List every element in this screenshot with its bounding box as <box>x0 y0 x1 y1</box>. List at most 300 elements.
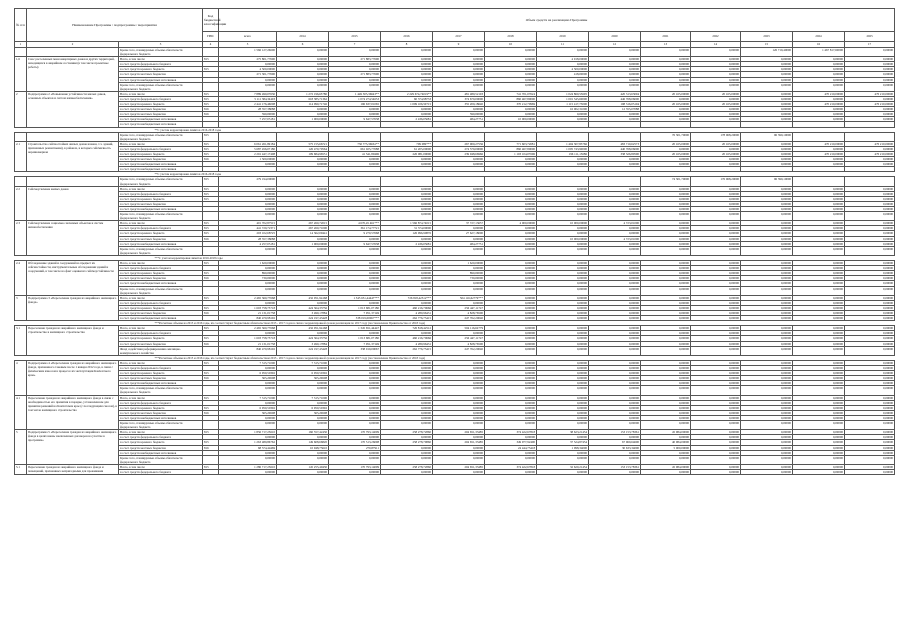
row-amount: 0,00000 <box>219 300 277 305</box>
row-amount: 0,00000 <box>381 381 433 386</box>
row-amount: 0,00000 <box>793 201 845 206</box>
row-amount: 224 197,43428 <box>277 316 329 321</box>
row-amount: 0,00000 <box>485 421 537 430</box>
row-amount: 0,00000 <box>329 435 381 440</box>
row-grbs-code: 815 <box>203 271 219 276</box>
row-amount: 0,00000 <box>433 410 485 415</box>
row-amount: 0,00000 <box>485 107 537 112</box>
row-amount: 440 768,06000 <box>589 146 641 151</box>
row-amount: 0,00000 <box>845 221 895 226</box>
row-amount: 0,00000 <box>277 386 329 395</box>
row-amount: 4 723,01000 <box>589 236 641 241</box>
row-amount: 0,00000 <box>793 450 845 455</box>
row-amount: 196 637,01065 <box>329 102 381 107</box>
row-amount: 3 490,17884 <box>277 310 329 315</box>
row-amount: 361 174,77721 <box>329 226 381 231</box>
row-amount: 0,00000 <box>691 146 741 151</box>
row-number <box>15 132 27 141</box>
row-amount: 4 500,00000 <box>537 67 589 72</box>
row-amount: 0,00000 <box>485 300 537 305</box>
table-row <box>15 246 895 255</box>
row-amount: 267 260,71000 <box>277 226 329 231</box>
row-amount: 0,00000 <box>537 415 589 420</box>
row-amount: 0,00000 <box>381 196 433 201</box>
row-amount: 0,00000 <box>641 48 691 57</box>
row-amount: 0,00000 <box>589 326 641 331</box>
row-amount: 0,00000 <box>537 276 589 281</box>
row-amount: 247 762,20040 <box>433 346 485 355</box>
row-amount: 0,00000 <box>793 305 845 310</box>
row-amount: 0,00000 <box>219 415 277 420</box>
row-amount: 0,00000 <box>641 146 691 151</box>
row-amount: 0,00000 <box>641 276 691 281</box>
row-amount: 0,00000 <box>433 360 485 365</box>
row-amount: 1 404 307,83766 <box>537 141 589 146</box>
row-amount: 0,00000 <box>381 266 433 271</box>
row-amount: 0,00000 <box>741 91 793 96</box>
row-amount: 0,00000 <box>845 157 895 162</box>
row-amount: 0,00000 <box>329 281 381 286</box>
row-funding-source: за счет средств федерального бюджета <box>119 191 203 196</box>
row-amount: 0,00000 <box>845 186 895 191</box>
row-amount: 0,00000 <box>641 96 691 101</box>
row-amount: 0,00000 <box>641 117 691 122</box>
row-amount: 224 197,43428 <box>277 346 329 355</box>
row-amount: 1 013 681,07180 <box>329 305 381 310</box>
row-amount: 0,00000 <box>589 261 641 266</box>
row-funding-source: за счет средств местных бюджетов <box>119 201 203 206</box>
row-grbs-code: 815 <box>203 191 219 196</box>
row-amount: 0,00000 <box>793 346 845 355</box>
row-amount: 0,00000 <box>845 112 895 117</box>
row-amount: 0,00000 <box>793 469 845 474</box>
row-amount: 0,00000 <box>691 371 741 376</box>
row-amount: 0,00000 <box>277 236 329 241</box>
row-program-name: Переселение граждан из аварийного жилищного фонда в связи с необходимостью его принятия в порядке, установленном для принятия решений на Камчатском крае (с последующим сносом), в том числе жилищного строительства <box>27 395 119 430</box>
row-amount: 109 684,96551 <box>277 151 329 156</box>
row-amount: 0,00000 <box>329 331 381 336</box>
row-amount: 0,00000 <box>641 281 691 286</box>
row-funding-source: за счет средств краевого бюджета <box>119 67 203 72</box>
row-amount: 0,00000 <box>793 445 845 450</box>
row-amount: 4 828,76500 <box>433 310 485 315</box>
row-amount: 7 889 490,07630 <box>219 91 277 96</box>
row-funding-source: за счет средств краевого бюджета <box>119 151 203 156</box>
row-amount: 0,00000 <box>741 326 793 331</box>
row-amount: 840 470,98192 <box>219 346 277 355</box>
row-funding-source: Кроме того, планируемые объемы обязательств федерального бюджета <box>119 421 203 430</box>
col-header-year: 2018 <box>485 32 537 42</box>
row-amount: 0,00000 <box>691 469 741 474</box>
row-amount: 0,00000 <box>793 96 845 101</box>
table-row <box>15 455 895 464</box>
row-amount: 1 013 681,07180 <box>329 336 381 341</box>
row-number: 2.2 <box>15 186 27 221</box>
row-amount: 0,00000 <box>219 162 277 167</box>
row-grbs-code: 815 <box>203 231 219 236</box>
row-funding-source: за счет средств федерального бюджета <box>119 300 203 305</box>
row-amount: 0,00000 <box>381 207 433 212</box>
row-amount: 0,00000 <box>485 415 537 420</box>
row-amount <box>433 177 485 186</box>
row-amount: 0,00000 <box>537 421 589 430</box>
row-amount: 0,00000 <box>845 62 895 67</box>
row-amount: 126 996,90876 <box>381 231 433 236</box>
row-amount: 0,00000 <box>433 415 485 420</box>
row-amount: 0,00000 <box>845 305 895 310</box>
row-amount: 0,00000 <box>741 186 793 191</box>
row-amount: 1 467 817,60000 <box>793 48 845 57</box>
row-amount: 0,00000 <box>741 141 793 146</box>
row-amount: 0,00000 <box>485 77 537 82</box>
row-amount: 771 603,72681 <box>485 141 537 146</box>
row-amount: 20 165,00000 <box>641 91 691 96</box>
row-amount: 0,00000 <box>691 261 741 266</box>
table-row <box>15 346 895 355</box>
row-amount: 0,00000 <box>641 305 691 310</box>
row-amount: 1 024 860,53695 <box>537 91 589 96</box>
row-amount: 0,00000 <box>641 271 691 276</box>
row-amount: 0,00000 <box>381 107 433 112</box>
row-amount: 149 608,66820 <box>277 440 329 445</box>
row-program-name: Строительство сейсмостойких жилых домов взамен, т.ч. зданий, признанных ремонтными), в районах, в которых сейсмичность неравномерная <box>27 141 119 172</box>
row-amount: 0,00000 <box>381 261 433 266</box>
row-amount: 0,00000 <box>433 162 485 167</box>
row-amount: 0,00000 <box>537 266 589 271</box>
row-amount: 0,00000 <box>691 430 741 435</box>
row-amount: 0,00000 <box>329 196 381 201</box>
row-amount: 0,00000 <box>537 326 589 331</box>
row-amount: 0,00000 <box>277 48 329 57</box>
col-number: 17 <box>845 42 895 48</box>
row-amount: 4 670,45 461*** <box>329 221 381 226</box>
col-header-year: 2025 <box>845 32 895 42</box>
col-header-year: 2023 <box>741 32 793 42</box>
row-amount: 0,00000 <box>277 207 329 212</box>
row-amount: 0,00000 <box>641 435 691 440</box>
row-amount: 0,00000 <box>277 191 329 196</box>
row-amount: 0,00000 <box>537 246 589 255</box>
row-amount: 0,00000 <box>741 72 793 77</box>
row-amount: 0,00000 <box>845 386 895 395</box>
row-amount: 0,00000 <box>329 246 381 255</box>
col-header-year: 2024 <box>793 32 845 42</box>
row-amount: 0,00000 <box>537 410 589 415</box>
row-amount: 590,00000 <box>433 112 485 117</box>
row-amount: 0,00000 <box>793 366 845 371</box>
row-amount: 0,00000 <box>691 212 741 221</box>
row-amount: 203 102,68725 <box>219 231 277 236</box>
row-amount: 0,00000 <box>537 450 589 455</box>
row-amount: 0,00000 <box>589 316 641 321</box>
row-amount: 0,00000 <box>793 376 845 381</box>
row-amount: 1 603 758,75718 <box>219 336 277 341</box>
row-amount: 4 257,05181 <box>219 241 277 246</box>
row-amount: 0,00000 <box>793 191 845 196</box>
row-amount: 0,00000 <box>691 341 741 346</box>
row-amount: 0,00000 <box>845 146 895 151</box>
row-amount: 0,00000 <box>641 231 691 236</box>
row-amount: 4 000,00000 <box>485 221 537 226</box>
row-grbs-code: 816 <box>203 112 219 117</box>
row-amount: 0,00000 <box>381 360 433 365</box>
row-amount: 1 500,00000 <box>219 157 277 162</box>
row-amount: 0,00000 <box>219 212 277 221</box>
row-amount: 2 291 447,17408 <box>219 151 277 156</box>
row-funding-source: за счет средств внебюджетных источников <box>119 316 203 321</box>
footnote: ***С учетом корректировки лимитов 2016-2018 годы <box>154 255 223 260</box>
row-amount: 258 278,79860 <box>381 440 433 445</box>
row-amount: 10 000,00000 <box>537 236 589 241</box>
row-grbs-code <box>203 246 219 255</box>
col-number: 11 <box>537 42 589 48</box>
row-funding-source: Всего, в том числе: <box>119 141 203 146</box>
row-amount: 0,00000 <box>277 271 329 276</box>
row-amount: 0,00000 <box>485 469 537 474</box>
row-amount: 0,00000 <box>485 226 537 231</box>
row-amount: 0,00000 <box>641 421 691 430</box>
row-amount: 10 948,75610 <box>277 445 329 450</box>
row-funding-source: за счет средств внебюджетных источников <box>119 281 203 286</box>
row-amount: 575 155,66721 <box>277 141 329 146</box>
row-grbs-code: 816 <box>203 341 219 346</box>
row-amount: 0,00000 <box>329 405 381 410</box>
row-amount: 374 422,67818 <box>485 464 537 469</box>
row-amount: 0,00000 <box>537 336 589 341</box>
row-amount: 0,00000 <box>845 162 895 167</box>
row-amount: 0,00000 <box>485 386 537 395</box>
row-amount: 0,00000 <box>793 435 845 440</box>
row-amount: 0,00000 <box>741 305 793 310</box>
row-funding-source: Всего, в том числе: <box>119 360 203 365</box>
row-amount: 0,00000 <box>433 191 485 196</box>
row-amount: 0,00000 <box>741 346 793 355</box>
row-amount: 0,00000 <box>537 201 589 206</box>
row-amount: 0,00000 <box>381 395 433 400</box>
col-header-year: 2016 <box>381 32 433 42</box>
row-amount: 0,00000 <box>485 201 537 206</box>
row-amount: 0,00000 <box>691 386 741 395</box>
row-amount: 0,00000 <box>589 117 641 122</box>
row-amount: 470 210,00000 <box>793 102 845 107</box>
row-funding-source: Фонд содействия реформированию жилищно-коммунального хозяйства <box>119 346 203 355</box>
row-grbs-code <box>203 286 219 295</box>
row-amount: 204 651,33485 <box>433 440 485 445</box>
row-amount: 12 355,07088 <box>589 107 641 112</box>
row-amount: 0,00000 <box>433 77 485 82</box>
row-amount: 0,00000 <box>277 57 329 62</box>
row-amount: 7 951,37149 <box>329 341 381 346</box>
table-row <box>15 48 895 57</box>
row-program-name: Подпрограмма 5 «Переселение граждан из аварийного жилищного фонда в целях вновь заключенных договоров на участие в программе» <box>27 430 119 465</box>
row-amount: 0,00000 <box>845 435 895 440</box>
row-amount: 0,00000 <box>433 405 485 410</box>
row-amount: 74 301,70000 <box>641 177 691 186</box>
row-amount: 0,00000 <box>589 276 641 281</box>
row-grbs-code: 815 <box>203 132 219 141</box>
row-amount: 0,00000 <box>691 464 741 469</box>
row-amount: 0,00000 <box>329 271 381 276</box>
row-amount: 0,00000 <box>589 246 641 255</box>
row-amount: 60 374,98733 <box>381 96 433 101</box>
row-amount: 2 465 360,77668 <box>219 326 277 331</box>
row-amount <box>537 132 589 141</box>
row-amount: 0,00000 <box>741 191 793 196</box>
row-amount: 730 775,36661** <box>329 141 381 146</box>
row-amount: 0,00000 <box>741 415 793 420</box>
row-funding-source: Кроме того, планируемые объемы обязательств федерального бюджета <box>119 246 203 255</box>
row-amount: 0,00000 <box>329 48 381 57</box>
row-amount: 0,00000 <box>329 395 381 400</box>
row-amount: 0,00000 <box>433 186 485 191</box>
row-amount: 0,00000 <box>741 196 793 201</box>
row-amount: 0,00000 <box>381 435 433 440</box>
row-amount: 0,00000 <box>485 266 537 271</box>
row-amount: 0,00000 <box>641 286 691 295</box>
row-amount: 7 951,37149 <box>329 310 381 315</box>
row-amount: 7 315,71000 <box>277 395 329 400</box>
row-amount: 0,00000 <box>277 196 329 201</box>
row-amount <box>485 132 537 141</box>
row-amount: 0,00000 <box>485 82 537 91</box>
row-amount: 0,00000 <box>741 162 793 167</box>
row-amount: 0,00000 <box>691 231 741 236</box>
row-amount: 0,00000 <box>691 96 741 101</box>
row-amount: 275 801,77690 <box>219 57 277 62</box>
row-amount: 0,00000 <box>691 246 741 255</box>
row-amount: 0,00000 <box>589 67 641 72</box>
row-amount: 0,00000 <box>845 371 895 376</box>
row-amount: 0,00000 <box>845 300 895 305</box>
row-grbs-code: 815 <box>203 151 219 156</box>
row-amount: 0,00000 <box>691 266 741 271</box>
row-amount: 28 357,38088 <box>219 236 277 241</box>
row-amount: 0,00000 <box>219 246 277 255</box>
row-amount: 4 828,76500 <box>433 341 485 346</box>
row-amount: 178 068,20000 <box>691 132 741 141</box>
row-funding-source: за счет средств краевого бюджета <box>119 196 203 201</box>
row-amount <box>485 177 537 186</box>
row-amount: 0,00000 <box>589 186 641 191</box>
row-amount: 0,00000 <box>793 266 845 271</box>
row-amount: 0,00000 <box>741 96 793 101</box>
row-amount: 0,00000 <box>433 207 485 212</box>
row-amount: 0,00000 <box>381 331 433 336</box>
row-amount: 0,00000 <box>741 57 793 62</box>
row-grbs-code: 815 <box>203 261 219 266</box>
row-amount: 0,00000 <box>741 112 793 117</box>
row-funding-source: за счет средств внебюджетных источников <box>119 77 203 82</box>
row-amount <box>589 132 641 141</box>
row-amount: 0,00000 <box>793 261 845 266</box>
row-funding-source: за счет средств краевого бюджета <box>119 102 203 107</box>
row-amount: 0,00000 <box>793 67 845 72</box>
row-amount: 0,00000 <box>329 376 381 381</box>
row-amount: 0,00000 <box>793 455 845 464</box>
row-amount: 4 918,00000 <box>537 57 589 62</box>
row-amount: 0,00000 <box>793 57 845 62</box>
row-amount: 420 313,63094 <box>589 91 641 96</box>
row-amount: 0,00000 <box>381 386 433 395</box>
row-amount: 618 385,71362 <box>277 96 329 101</box>
row-amount: 1 345 651,44447 <box>329 326 381 331</box>
row-amount: 0,00000 <box>691 226 741 231</box>
row-amount: 279 194,00000 <box>219 177 277 186</box>
row-amount: 0,00000 <box>381 162 433 167</box>
row-amount: 0,00000 <box>741 366 793 371</box>
row-amount: 0,00000 <box>691 67 741 72</box>
row-amount: 0,00000 <box>485 207 537 212</box>
row-amount: 0,00000 <box>741 281 793 286</box>
row-amount: 0,00000 <box>691 326 741 331</box>
row-amount: 0,00000 <box>485 341 537 346</box>
row-amount: 1 099 106,50715 <box>381 102 433 107</box>
row-amount: 0,00000 <box>741 464 793 469</box>
row-amount: 1 074 274,54653 <box>329 96 381 101</box>
row-amount: 0,00000 <box>433 62 485 67</box>
row-amount: 0,00000 <box>485 112 537 117</box>
row-amount: 0,00000 <box>537 281 589 286</box>
row-funding-source: за счет средств местных бюджетов <box>119 341 203 346</box>
row-amount: 0,00000 <box>691 300 741 305</box>
row-program-name: Сейсмоусиление жилых домов <box>27 186 119 221</box>
row-amount: 0,00000 <box>741 395 793 400</box>
row-amount: 0,00000 <box>691 450 741 455</box>
row-amount: 0,00000 <box>433 450 485 455</box>
row-amount: 0,00000 <box>691 82 741 91</box>
row-amount: 0,00000 <box>641 212 691 221</box>
row-amount: 0,00000 <box>485 371 537 376</box>
row-amount: 0,00000 <box>589 405 641 410</box>
row-amount: 0,00000 <box>485 450 537 455</box>
row-amount: 0,00000 <box>589 295 641 300</box>
row-amount <box>277 132 329 141</box>
row-amount: 0,00000 <box>485 62 537 67</box>
row-amount: 27 627,18000 <box>433 231 485 236</box>
row-amount: 709 089*** <box>381 141 433 146</box>
row-amount: 0,00000 <box>329 201 381 206</box>
row-amount: 0,00000 <box>589 226 641 231</box>
row-amount: 0,00000 <box>691 196 741 201</box>
row-funding-source: за счет средств федерального бюджета <box>119 331 203 336</box>
row-amount: 0,00000 <box>589 201 641 206</box>
row-amount: 0,00000 <box>741 440 793 445</box>
row-grbs-code <box>203 421 219 430</box>
table-row <box>15 421 895 430</box>
row-amount: 0,00000 <box>641 107 691 112</box>
row-amount: 0,00000 <box>219 286 277 295</box>
row-amount: 0,00000 <box>485 157 537 162</box>
row-amount: 0,00000 <box>433 57 485 62</box>
row-amount: 365,20608 <box>277 410 329 415</box>
row-amount: 1 005 743,90000 <box>537 146 589 151</box>
col-number: 9 <box>433 42 485 48</box>
row-amount: 0,00000 <box>277 469 329 474</box>
row-amount: 0,00000 <box>589 286 641 295</box>
row-amount: 0,00000 <box>641 207 691 212</box>
row-amount: 0,00000 <box>277 201 329 206</box>
row-amount: 0,00000 <box>329 261 381 266</box>
row-amount: 4 500,00000 <box>219 67 277 72</box>
col-number: 7 <box>329 42 381 48</box>
table-row <box>15 177 895 186</box>
row-amount: 860 467,80000 <box>485 96 537 101</box>
program-funding-table <box>14 8 895 475</box>
row-amount: 0,00000 <box>485 405 537 410</box>
row-amount: 0,00000 <box>381 415 433 420</box>
row-amount: 32 620,21454 <box>537 464 589 469</box>
row-amount: 0,00000 <box>277 435 329 440</box>
